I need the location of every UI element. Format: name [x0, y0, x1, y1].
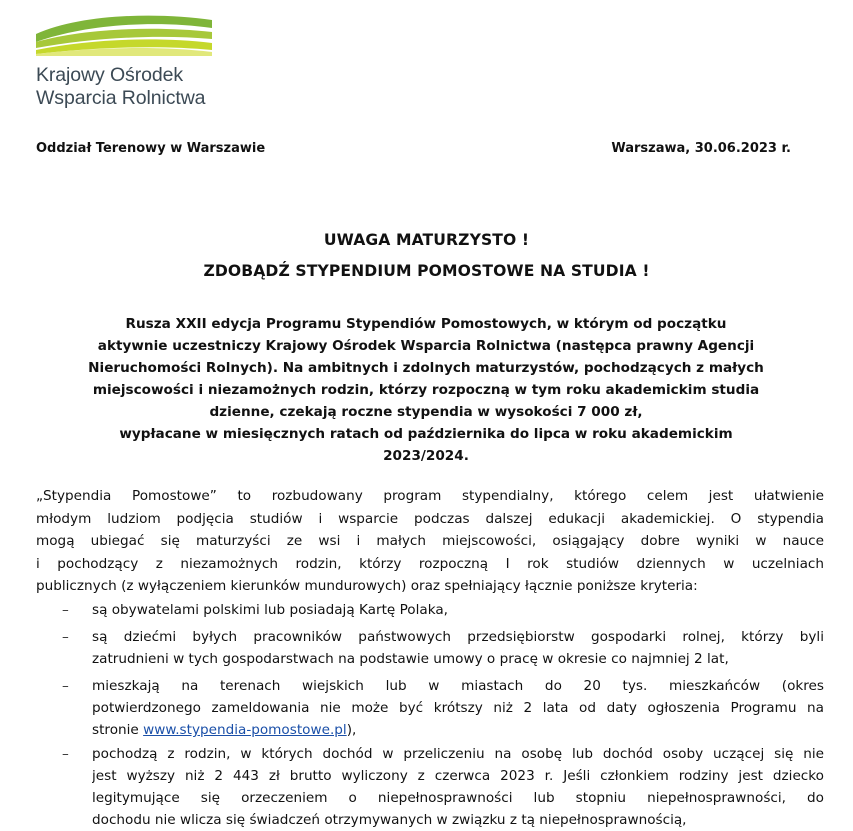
logo-wordmark — [36, 64, 205, 110]
stypendia-pomostowe-link[interactable]: www.stypendia-pomostowe.pl — [143, 722, 347, 738]
logo-line-1: Krajowy Ośrodek — [36, 64, 183, 86]
lead-line: Nieruchomości Rolnych). Na ambitnych i zdolnych maturzystów, pochodzących z małych — [88, 360, 764, 376]
headline-1: UWAGA MATURZYSTO ! — [323, 231, 530, 249]
list-dash: – — [62, 629, 69, 645]
intro-line: i pochodzący z niezamożnych rodzin, którzy rozpoczną I rok studiów dziennych w uczelniach — [36, 555, 824, 572]
lead-line: aktywnie uczestniczy Krajowy Ośrodek Wsparcia Rolnictwa (następca prawny Agencji — [97, 338, 755, 354]
criteria-line: dochodu nie wlicza się świadczeń otrzymywanych w związku z tą niepełnosprawnością, — [92, 812, 687, 828]
lead-line: wypłacane w miesięcznych ratach od października do lipca w roku akademickim — [119, 426, 733, 442]
list-dash: – — [62, 678, 69, 694]
criteria-line — [92, 719, 824, 741]
lead-line: miejscowości i niezamożnych rodzin, którzy rozpoczną w tym roku akademickim studia — [92, 382, 760, 398]
intro-line: młodym ludziom podjęcia studiów i wsparcie podczas dalszej edukacji akademickiej. O stypendia — [36, 510, 824, 527]
lead-line: dzienne, czekają roczne stypendia w wysokości 7 000 zł, — [209, 404, 643, 420]
criteria-line: jest wyższy niż 2 443 zł brutto wyliczony z czerwca 2023 r. Jeśli członkiem rodziny jest dziecko — [92, 768, 824, 784]
criteria-line: pochodzą z rodzin, w których dochód w przeliczeniu na osobę lub dochód osoby uczącej się nie — [92, 746, 824, 762]
lead-line: Rusza XXII edycja Programu Stypendiów Pomostowych, w którym od początku — [125, 316, 727, 332]
department-name: Oddział Terenowy w Warszawie — [36, 141, 266, 156]
intro-line: „Stypendia Pomostowe” to rozbudowany program stypendialny, którego celem jest ułatwienie — [36, 488, 824, 504]
criteria-line: legitymujące się orzeczeniem o niepełnosprawności lub stopniu niepełnosprawności, do — [92, 790, 824, 806]
kowr-logo — [36, 14, 216, 114]
headline-2: ZDOBĄDŹ STYPENDIUM POMOSTOWE NA STUDIA ! — [203, 262, 650, 280]
intro-line: mogą ubiegać się maturzyści ze wsi i małych miejscowości, osiągający dobre wyniki w nauce — [36, 533, 824, 549]
criteria-line: są obywatelami polskimi lub posiadają Kartę Polaka, — [92, 602, 448, 618]
criteria-line: mieszkają na terenach wiejskich lub w miastach do 20 tys. mieszkańców (okres — [92, 678, 824, 694]
lead-paragraph — [26, 313, 826, 467]
document-date: Warszawa, 30.06.2023 r. — [611, 141, 791, 156]
list-dash: – — [62, 602, 69, 618]
intro-line: publicznych (z wyłączeniem kierunków mundurowych) oraz spełniający łącznie poniższe kryteria: — [36, 578, 698, 594]
criteria-line: potwierdzonego zameldowania nie może być krótszy niż 2 lata od daty ogłoszenia Programu na — [92, 700, 824, 716]
lead-line: 2023/2024. — [383, 448, 469, 464]
list-dash: – — [62, 746, 69, 762]
intro-paragraph — [36, 485, 824, 598]
link-suffix: ), — [346, 722, 357, 738]
logo-graphic — [36, 14, 212, 62]
link-prefix: stronie — [92, 722, 144, 738]
criteria-line: są dziećmi byłych pracowników państwowych przedsiębiorstw gospodarki rolnej, którzy byli — [92, 629, 824, 645]
criteria-line: zatrudnieni w tych gospodarstwach na podstawie umowy o pracę w okresie co najmniej 2 lat, — [92, 651, 729, 667]
logo-line-2: Wsparcia Rolnictwa — [36, 87, 206, 109]
